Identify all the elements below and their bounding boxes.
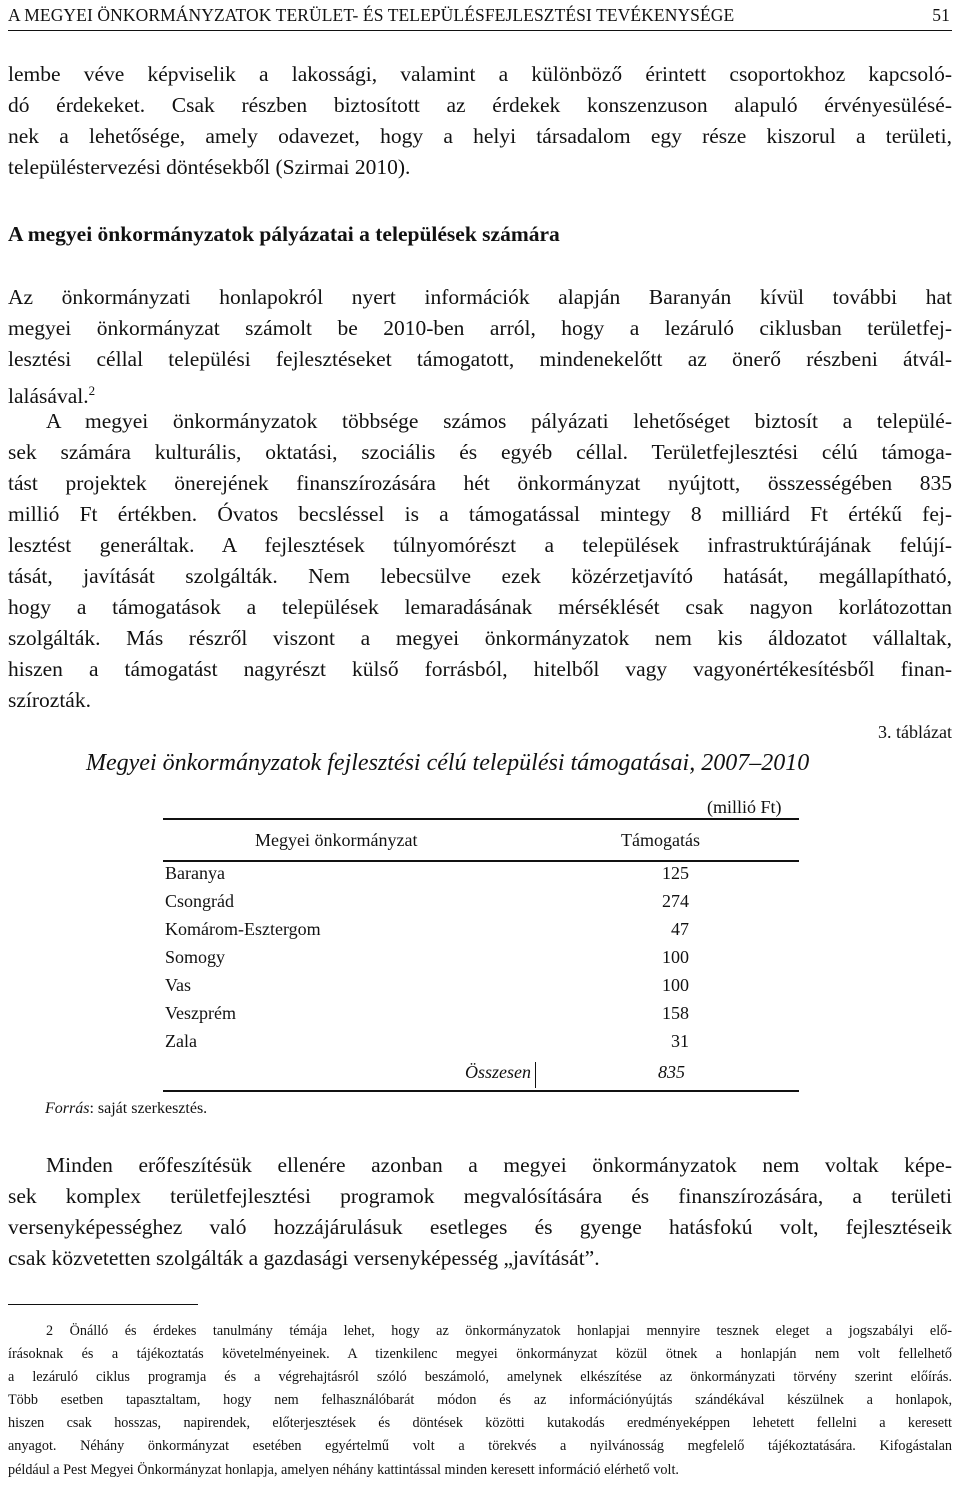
table-row [163, 1031, 799, 1059]
text-line: csak közvetetten szolgálták a gazdasági versenyképesség „javítását”. [8, 1246, 600, 1270]
footnote-line: hiszen csak hosszas, napirendek, előterjesztések és döntések közötti kutakodás eredményeképpen lehetett fellelni a keresett [8, 1415, 952, 1432]
table-number: 3. táblázat [878, 722, 952, 742]
text-line: Minden erőfeszítésük ellenére azonban a megyei önkormányzatok nem voltak képe- [46, 1153, 952, 1177]
intro-paragraph [8, 59, 952, 183]
total-value: 835 [658, 1062, 685, 1082]
section-heading: A megyei önkormányzatok pályázatai a települések számára [8, 222, 560, 246]
page-number: 51 [932, 5, 950, 25]
text-line: tását, javítását szolgálták. Nem lebecsülve ezek közérzetjavító hatását, megállapítható, [8, 564, 952, 588]
footnote-line: anyagot. Néhány önkormányzat esetében egyértelmű volt a törekvés a nyilvánosság megfelelő tájékoztatására. Kifogástalan [8, 1438, 952, 1455]
text-line: településtervezési döntésekből (Szirmai 2010). [8, 155, 411, 179]
table-row [163, 863, 799, 891]
text-line: lesztést generáltak. A fejlesztések túlnyomórészt a települések infrastruktúrájának felújí- [8, 533, 952, 557]
county-name: Vas [165, 975, 191, 995]
text-line: sek komplex területfejlesztési programok megvalósítására és finanszírozására, a területi [8, 1184, 952, 1208]
paragraph-2 [8, 406, 952, 716]
text-line: hogy a támogatások a települések lemaradásának mérséklését csak nagyon korlátozottan [8, 595, 952, 619]
support-value: 47 [671, 919, 689, 939]
running-header-title: A MEGYEI ÖNKORMÁNYZATOK TERÜLET- ÉS TELEPÜLÉSFEJLESZTÉSI TEVÉKENYSÉGE [8, 5, 735, 25]
paragraph-3 [8, 1150, 952, 1274]
county-name: Baranya [165, 863, 225, 883]
text-line: hiszen a támogatást nagyrészt külső forrásból, hitelből vagy vagyonértékesítésből finan- [8, 657, 952, 681]
support-value: 31 [671, 1031, 689, 1051]
text-line: sek számára kulturális, oktatási, szociális és egyéb céllal. Területfejlesztési célú támoga- [8, 440, 952, 464]
text-line: millió Ft értékben. Óvatos becsléssel is a támogatással mintegy 8 milliárd Ft értékű fej- [8, 502, 952, 526]
text-line: megyei önkormányzat számolt be 2010-ben arról, hogy a lezáruló ciklusban területfej- [8, 316, 952, 340]
table-top-rule [163, 818, 799, 820]
footnote [8, 1320, 952, 1482]
table-unit: (millió Ft) [707, 797, 782, 817]
table-header-rule [163, 860, 799, 862]
text-line: lesztési céllal települési fejlesztéseket támogatott, mindenekelőtt az önerő részbeni átvál- [8, 347, 952, 371]
county-name: Zala [165, 1031, 197, 1051]
text-line: A megyei önkormányzatok többsége számos pályázati lehetőséget biztosít a települé- [46, 409, 952, 433]
footnote-line: a lezáruló ciklus programja és a végrehajtásról szóló beszámoló, amelynek elkészítése az önkormányzati törvény szerint előírás. [8, 1369, 952, 1386]
running-header [8, 2, 952, 31]
text-line: nek a lehetősége, amely odavezet, hogy a helyi társadalom egy része kiszorul a területi, [8, 124, 952, 148]
county-name: Veszprém [165, 1003, 236, 1023]
footnote-line: például a Pest Megyei Önkormányzat honlapja, amelyen néhány kattintással minden keresett információ elérhető volt. [8, 1461, 679, 1478]
table-title: Megyei önkormányzatok fejlesztési célú települési támogatásai, 2007–2010 [86, 750, 810, 776]
table-bottom-rule [163, 1090, 799, 1092]
text-line: tást projektek önerejének finanszírozására hét önkormányzat nyújtott, összességében 835 [8, 471, 952, 495]
total-divider [535, 1062, 536, 1088]
support-value: 158 [662, 1003, 689, 1023]
table-row [163, 1003, 799, 1031]
table-row [163, 891, 799, 919]
total-label: Összesen [465, 1062, 531, 1082]
text-line: szolgálták. Más részről viszont a megyei önkormányzatok nem kis áldozatot vállaltak, [8, 626, 952, 650]
table-source [45, 1100, 207, 1118]
paragraph-1 [8, 282, 952, 412]
support-value: 274 [662, 891, 689, 911]
footnote-reference: 2 [88, 383, 96, 398]
table-row [163, 975, 799, 1003]
footnote-rule [8, 1304, 198, 1305]
text-line: dó érdekeket. Csak részben biztosított az érdekek konszenzuson alapuló érvényesülésé- [8, 93, 952, 117]
source-label: Forrás [45, 1100, 90, 1117]
county-name: Somogy [165, 947, 226, 967]
text-line: versenyképességhez való hozzájárulásuk esetleges és gyenge hatásfokú volt, fejlesztéseik [8, 1215, 952, 1239]
support-value: 100 [662, 947, 689, 967]
support-value: 125 [662, 863, 689, 883]
source-text: : saját szerkesztés. [89, 1100, 208, 1117]
table-row [163, 919, 799, 947]
county-name: Komárom-Esztergom [165, 919, 321, 939]
footnote-line: Több esetben tapasztaltam, hogy nem felhasználóbarát módon és az információnyújtás szándékával készülnek a honlapok, [8, 1392, 952, 1409]
support-value: 100 [662, 975, 689, 995]
county-name: Csongrád [165, 891, 234, 911]
text-line: szírozták. [8, 688, 91, 712]
column-header-county: Megyei önkormányzat [255, 830, 418, 850]
table-row [163, 947, 799, 975]
footnote-line: írásoknak és a tájékoztatás követelményeinek. A tizenkilenc megyei önkormányzat közül ötnek a honlapján nem volt fellelhető [8, 1346, 952, 1363]
footnote-line: 2 Önálló és érdekes tanulmány témája lehet, hogy az önkormányzatok honlapjai mennyire tesznek eleget a jogszabályi elő- [46, 1323, 952, 1339]
text-line: Az önkormányzati honlapokról nyert információk alapján Baranyán kívül további hat [8, 285, 952, 309]
text-line-content: lalásával. [8, 384, 89, 409]
text-line: lembe véve képviselik a lakossági, valamint a különböző érintett csoportokhoz kapcsoló- [8, 62, 952, 86]
column-header-support: Támogatás [621, 830, 700, 850]
